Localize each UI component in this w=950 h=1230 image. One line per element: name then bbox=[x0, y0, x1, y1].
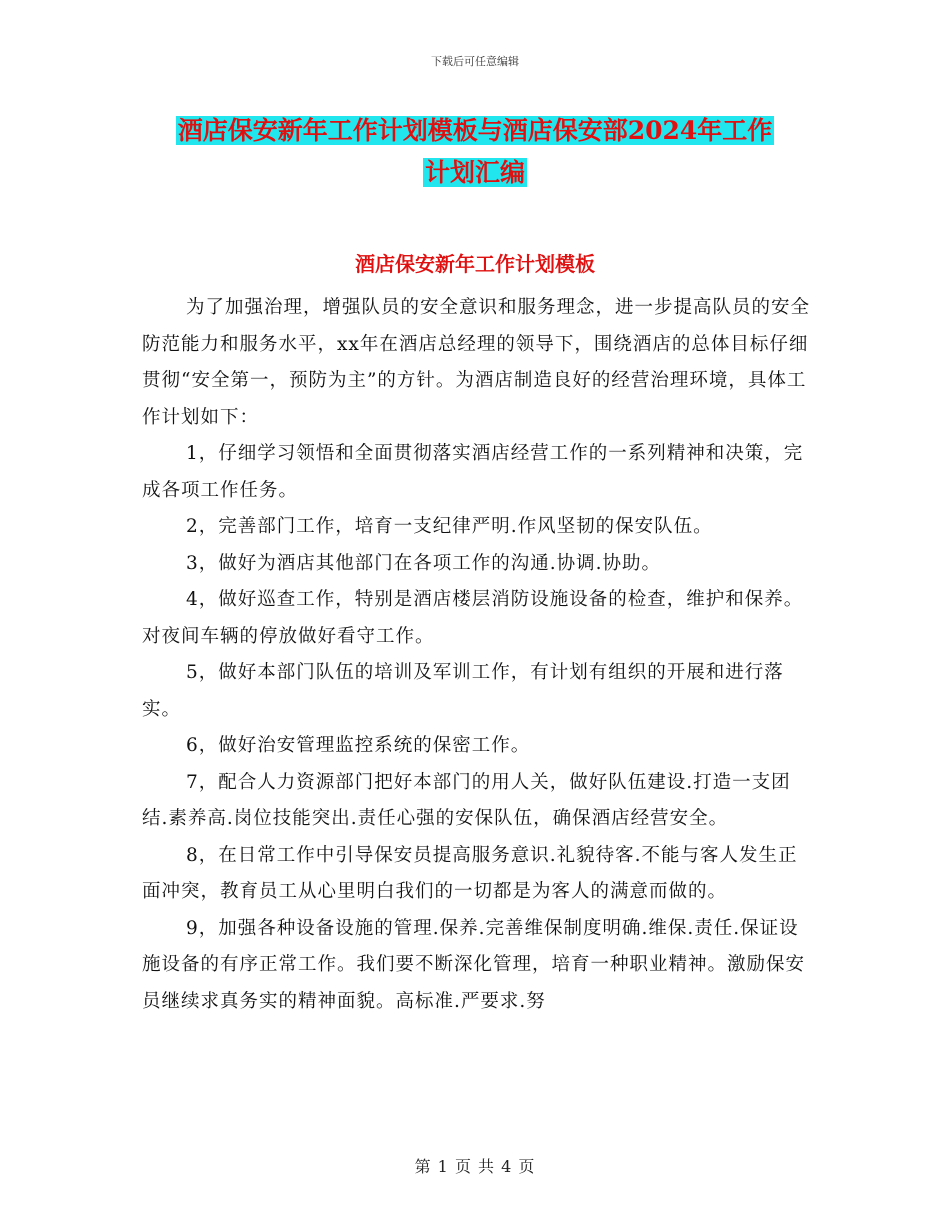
paragraph-item-6: 6，做好治安管理监控系统的保密工作。 bbox=[186, 735, 531, 756]
section-title: 酒店保安新年工作计划模板 bbox=[355, 252, 595, 276]
title-highlight-1: 酒店保安新年工作计划模板与酒店保安部2024年工作 bbox=[177, 116, 773, 145]
document-body bbox=[142, 290, 812, 1020]
paragraph-intro: 为了加强治理，增强队员的安全意识和服务理念，进一步提高队员的安全防范能力和服务水平，xx年在酒店总经理的领导下，围绕酒店的总体目标仔细贯彻“安全第一，预防为主”的方针。为酒店制造良好的经营治理环境，具体工作计划如下： bbox=[142, 297, 811, 428]
paragraph-item-9: 9，加强各种设备设施的管理.保养.完善维保制度明确.维保.责任.保证设施设备的有序正常工作。我们要不断深化管理，培育一种职业精神。激励保安员继续求真务实的精神面貌。高标准.严要求.努 bbox=[142, 917, 806, 1012]
document-title-line1 bbox=[0, 113, 950, 149]
page-number: 第 1 页 共 4 页 bbox=[414, 1157, 536, 1176]
paragraph-item-2: 2，完善部门工作，培育一支纪律严明.作风坚韧的保安队伍。 bbox=[186, 516, 713, 537]
header-note: 下载后可任意编辑 bbox=[431, 55, 519, 68]
paragraph-item-8: 8，在日常工作中引导保安员提高服务意识.礼貌待客.不能与客人发生正面冲突，教育员工从心里明白我们的一切都是为客人的满意而做的。 bbox=[142, 844, 798, 902]
paragraph-item-3: 3，做好为酒店其他部门在各项工作的沟通.协调.协助。 bbox=[186, 552, 662, 574]
document-title-line2 bbox=[0, 155, 950, 191]
paragraph-item-5: 5，做好本部门队伍的培训及军训工作，有计划有组织的开展和进行落实。 bbox=[142, 662, 784, 720]
paragraph-item-4: 4，做好巡查工作，特别是酒店楼层消防设施设备的检查，维护和保养。对夜间车辆的停放做好看守工作。 bbox=[142, 589, 804, 647]
paragraph-item-7: 7，配合人力资源部门把好本部门的用人关，做好队伍建设.打造一支团结.素养高.岗位技能突出.责任心强的安保队伍，确保酒店经营安全。 bbox=[142, 771, 791, 829]
title-highlight-2: 计划汇编 bbox=[424, 158, 525, 187]
paragraph-item-1: 1，仔细学习领悟和全面贯彻落实酒店经营工作的一系列精神和决策，完成各项工作任务。 bbox=[142, 443, 804, 501]
